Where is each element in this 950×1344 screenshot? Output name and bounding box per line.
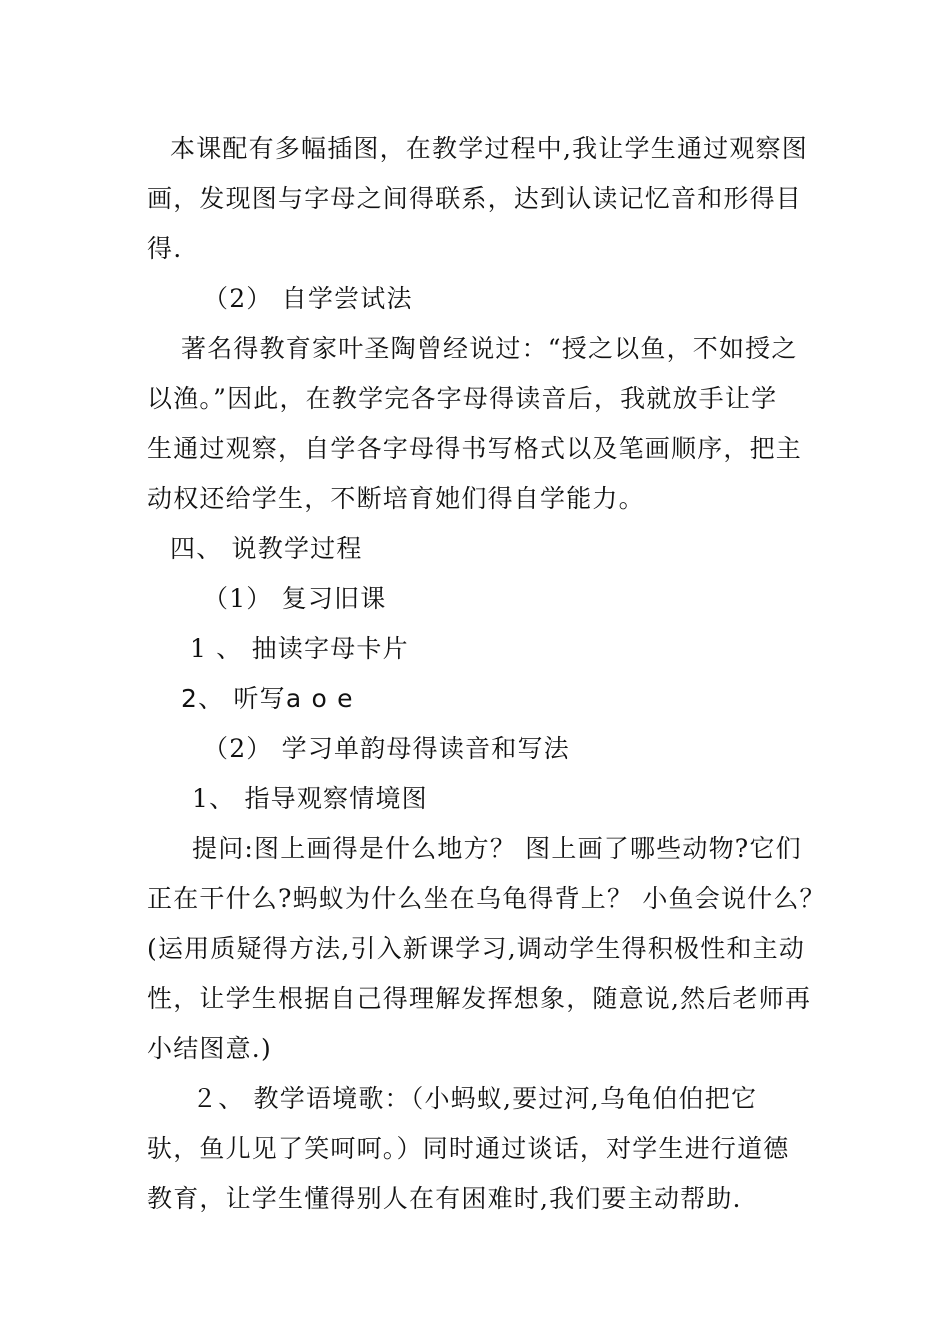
- list-item-observe-picture: 1、 指导观察情境图: [192, 784, 428, 813]
- paragraph-line-18: 性，让学生根据自己得理解发挥想象，随意说,然后老师再: [147, 984, 812, 1013]
- section-heading-self-study: （2） 自学尝试法: [203, 284, 413, 313]
- list-item-card-reading: 1 、 抽读字母卡片: [190, 634, 409, 663]
- paragraph-line-6: 以渔。”因此，在教学完各字母得读音后，我就放手让学: [147, 384, 778, 413]
- paragraph-line-15: 提问:图上画得是什么地方？ 图上画了哪些动物?它们: [192, 834, 802, 863]
- paragraph-line-2: 画，发现图与字母之间得联系，达到认读记忆音和形得目: [147, 184, 803, 213]
- list-item-context-song: ２、 教学语境歌：（小蚂蚁,要过河,乌龟伯伯把它: [192, 1084, 758, 1113]
- paragraph-line-19: 小结图意.): [147, 1034, 272, 1063]
- paragraph-line-17: (运用质疑得方法,引入新课学习,调动学生得积极性和主动: [147, 934, 806, 963]
- subheading-review: （1） 复习旧课: [203, 584, 387, 613]
- paragraph-line-22: 教育，让学生懂得别人在有困难时,我们要主动帮助.: [147, 1184, 742, 1213]
- list-item-dictation: 2、 听写a o e: [181, 684, 354, 713]
- section-heading-teaching-process: 四、 说教学过程: [170, 534, 363, 563]
- paragraph-line-7: 生通过观察，自学各字母得书写格式以及笔画顺序，把主: [147, 434, 803, 463]
- paragraph-line-16: 正在干什么?蚂蚁为什么坐在乌龟得背上？ 小鱼会说什么？: [147, 884, 826, 913]
- paragraph-line-1: 本课配有多幅插图，在教学过程中,我让学生通过观察图: [170, 134, 808, 163]
- paragraph-line-21: 驮，鱼儿见了笑呵呵。）同时通过谈话，对学生进行道德: [147, 1134, 790, 1163]
- paragraph-line-3: 得.: [147, 234, 183, 263]
- paragraph-line-8: 动权还给学生，不断培育她们得自学能力。: [147, 484, 645, 513]
- paragraph-line-5: 著名得教育家叶圣陶曾经说过：“授之以鱼，不如授之: [181, 334, 798, 363]
- subheading-single-vowels: （2） 学习单韵母得读音和写法: [203, 734, 570, 763]
